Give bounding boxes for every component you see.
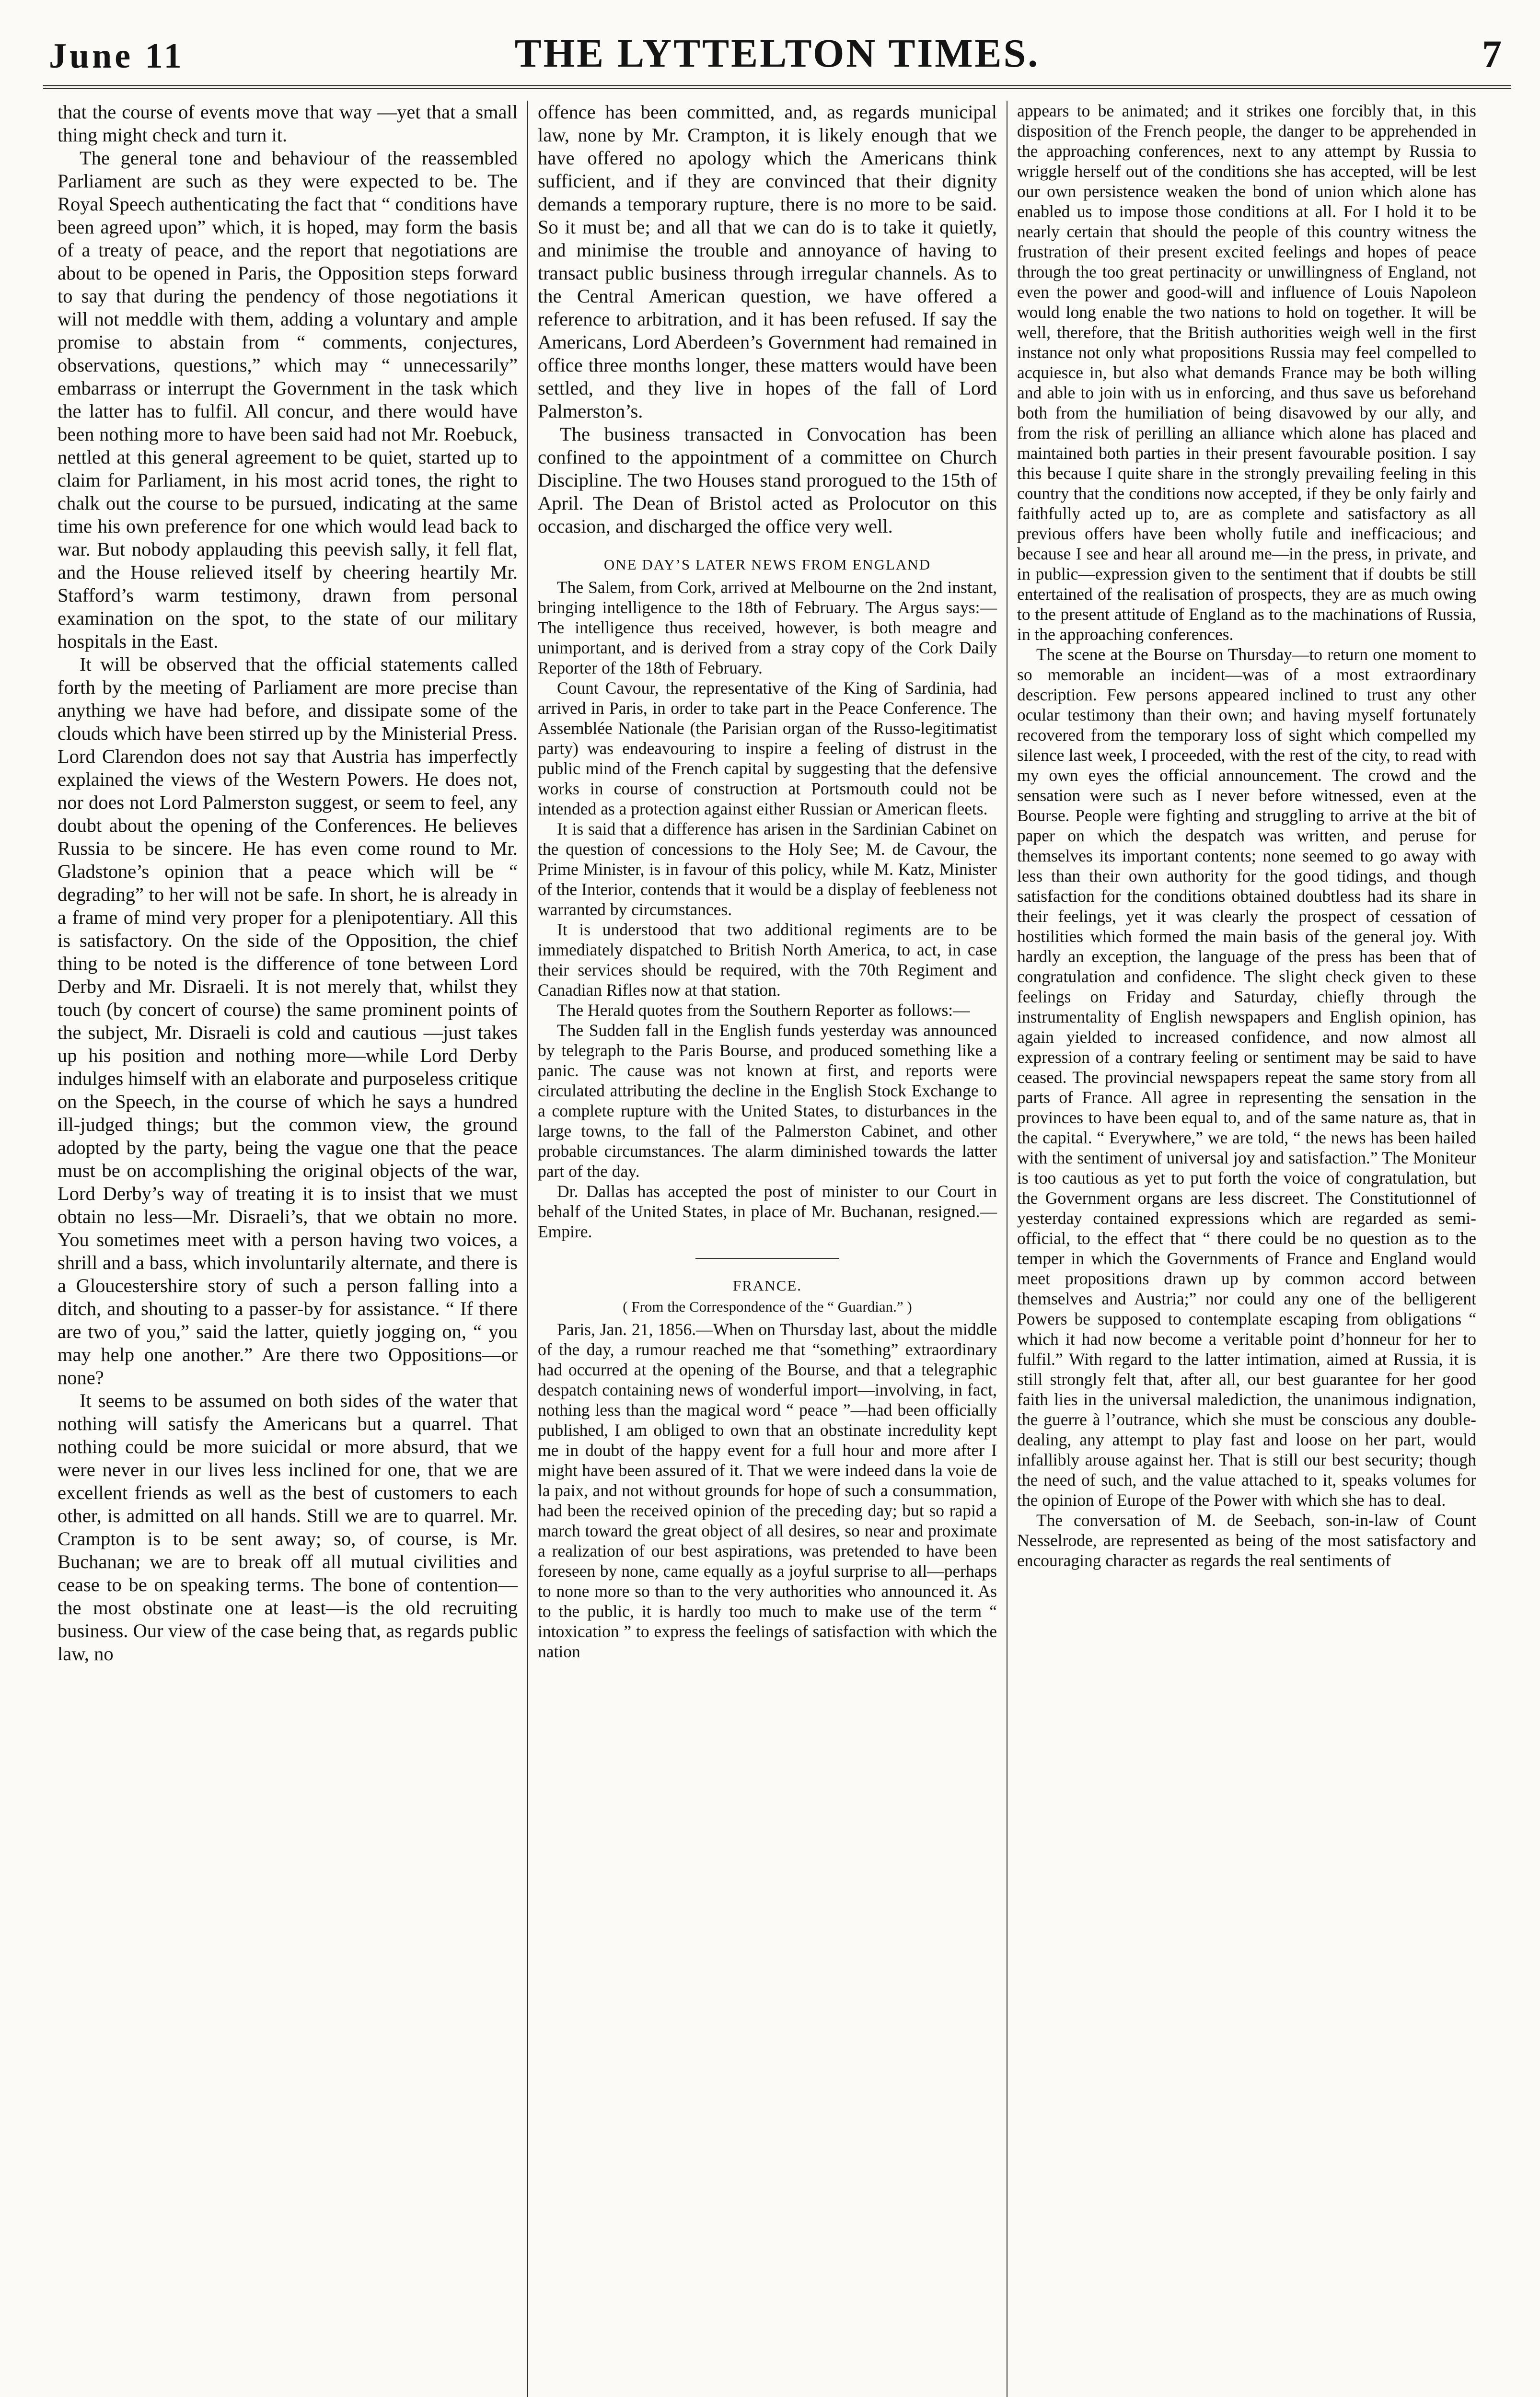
news-item-4: It is understood that two additional regiments are to be immediately dispatched to British North America, to act, in case their services should be required, with the 70th Regiment and Canadian Rifles now at that station. [538,920,997,1000]
newspaper-title: THE LYTTELTON TIMES. [514,31,1040,76]
news-item-1: The Salem, from Cork, arrived at Melbourne on the 2nd instant, bringing intelligence to the 18th of February. The Argus says:—The intelligence thus received, however, is both meagre and unimportant, and is derived from a stray copy of the Cork Daily Reporter of the 18th of February. [538,578,997,677]
masthead [43,28,1511,89]
column-3 [1007,101,1486,2397]
section-heading-later-news: ONE DAY’S LATER NEWS FROM ENGLAND [603,556,931,573]
page-number: 7 [1482,32,1502,76]
issue-date: June 11 [49,36,185,76]
col3-paragraph-2: The scene at the Bourse on Thursday—to return one moment to so memorable an incident—was of a most extraordinary description. Few persons appeared inclined to trust any other ocular testimony than their own; and having myself fortunately recovered from the temporary loss of sight which compelled my silence last week, I proceeded, with the rest of the city, to read with my own eyes the official announcement. The crowd and the sensation were such as I never before witnessed, even at the Bourse. People were fighting and struggling to arrive at the bit of paper on which the despatch was written, and peruse for themselves its important contents; none seemed to go away with less than their own authority for the good tidings, and though satisfaction for the conditions obtained doubtless had its share in their feelings, yet it was clearly the prospect of cessation of hostilities which formed the main basis of the general joy. With hardly an exception, the language of the press has been that of congratulation and confidence. The slight check given to these feelings on Friday and Saturday, chiefly through the instrumentality of English newspapers and English opinion, has again yielded to increased confidence, and now almost all expression of a contrary feeling or sentiment may be said to have ceased. The provincial newspapers repeat the same story from all parts of France. All agree in representing the sensation in the provinces to have been equal to, and of the same nature as, that in the capital. “ Everywhere,” we are told, “ the news has been hailed with the sentiment of universal joy and satisfaction.” The Moniteur is too cautious as yet to put forth the voice of congratulation, but the Government organs are less discreet. The Constitutionnel of yesterday contained expressions which are regarded as semi-official, to the effect that “ there could be no question as to the temper in which the Governments of France and England would meet propositions drawn up by common accord between themselves and Austria;” nor could any one of the belligerent Powers be supposed to contemplate escaping from obligations “ which it had now become a veritable point d’honneur for her to fulfil.” With regard to the latter intimation, aimed at Russia, it is still strongly felt that, after all, our best guarantee for her good faith lies in the universal malediction, the unanimous indignation, the guerre à l’outrance, which she must be conscious any double-dealing, any attempt to play fast and loose on her part, would infallibly arouse against her. That is still our best security; though the need of such, and the value attached to it, speaks volumes for the opinion of Europe of the Power with which she has to deal. [1017,645,1476,1510]
col1-paragraph-4: It seems to be assumed on both sides of the water that nothing will satisfy the Americans but a quarrel. That nothing could be more suicidal or more absurd, that we were never in our lives less inclined for one, that we are excellent friends as well as the best of customers to each other, is admitted on all hands. Still we are to quarrel. Mr. Crampton is to be sent away; so, of course, is Mr. Buchanan; we are to break off all mutual civilities and cease to be on speaking terms. The bone of contention—the most obstinate one at least—is the old recruiting business. Our view of the case being that, as regards public law, no [58,1390,518,1664]
col1-paragraph-3: It will be observed that the official statements called forth by the meeting of Parliament are more precise than anything we have had before, and dissipate some of the clouds which have been stirred up by the Ministerial Press. Lord Clarendon does not say that Austria has imperfectly explained the views of the Western Powers. He does not, nor does not Lord Palmerston suggest, or seem to feel, any doubt about the opening of the Conferences. He believes Russia to be sincere. He has even come round to Mr. Gladstone’s opinion that a peace which will be “ degrading” to her will not be safe. In short, he is already in a frame of mind very proper for a plenipotentiary. All this is satisfactory. On the side of the Opposition, the chief thing to be noted is the difference of tone between Lord Derby and Mr. Disraeli. It is not merely that, whilst they touch (by concert of course) the same prominent points of the subject, Mr. Disraeli is cold and cautious —just takes up his position and nothing more—while Lord Derby indulges himself with an elaborate and purposeless critique on the Speech, in the course of which he says a hundred ill-judged things; but the common view, the ground adopted by the party, being the vague one that the peace must be on accomplishing the original objects of the war, Lord Derby’s way of treating it is to insist that we must obtain no less—Mr. Disraeli’s, that we obtain no more. You sometimes meet with a person having two voices, a shrill and a bass, which involuntarily alternate, and there is a Gloucestershire story of such a person falling into a ditch, and shouting to a passer-by for assistance. “ If there are two of you,” said the latter, quietly jogging on, “ you may help one another.” Are there two Oppositions—or none? [58,653,518,1388]
column-2 [527,101,1007,2397]
column-1 [48,101,527,2397]
section-divider [695,1258,839,1259]
section-heading-france: FRANCE. [732,1277,802,1294]
news-item-6: The Sudden fall in the English funds yesterday was announced by telegraph to the Paris Bourse, and produced something like a panic. The cause was not known at first, and reports were circulated attributing the decline in the English Stock Exchange to a complete rupture with the United States, to disturbances in the large towns, to the fall of the Palmerston Cabinet, and other probable circumstances. The alarm diminished towards the latter part of the day. [538,1021,997,1181]
news-item-7: Dr. Dallas has accepted the post of minister to our Court in behalf of the United States, in place of Mr. Buchanan, resigned.—Empire. [538,1182,997,1241]
news-item-5: The Herald quotes from the Southern Reporter as follows:— [557,1001,970,1020]
col3-paragraph-1: appears to be animated; and it strikes one forcibly that, in this disposition of the French people, the danger to be apprehended in the approaching conferences, next to any attempt by Russia to wriggle herself out of the conditions she has accepted, will be lest our own persistence weaken the bond of union which alone has enabled us to impose those conditions at all. For I hold it to be nearly certain that should the people of this country witness the frustration of their present excited feelings and hopes of peace through the too great pertinacity or unwillingness of England, not even the power and good-will and influence of Louis Napoleon would long enable the two nations to hold on together. It will be well, therefore, that the British authorities weigh well in the first instance not only what propositions Russia may feel compelled to acquiesce in, but also what demands France may be both willing and able to join with us in enforcing, and thus save us beforehand both from the humiliation of being disavowed by our ally, and from the risk of perilling an alliance which alone has placed and maintained both parties in their present favourable position. I say this because I quite share in the strongly prevailing feeling in this country that the conditions now accepted, if they be only fairly and faithfully acted up to, are as complete and satisfactory as all previous offers have been wholly futile and inefficacious; and because I see and hear all around me—in the press, in private, and in public—expression given to the sentiment that if doubts be still entertained of the realisation of prospects, they are as much owing to the present attitude of England as to the machinations of Russia, in the approaching conferences. [1017,101,1476,644]
col2-paragraph-2: The business transacted in Convocation has been confined to the appointment of a committee on Church Discipline. The two Houses stand prorogued to the 15th of April. The Dean of Bristol acted as Prolocutor on this occasion, and discharged the office very well. [538,423,997,537]
col3-paragraph-3: The conversation of M. de Seebach, son-in-law of Count Nesselrode, are represented as being of the most satisfactory and encouraging character as regards the real sentiments of [1017,1511,1476,1570]
section-subheading-correspondence: ( From the Correspondence of the “ Guardian.” ) [623,1298,912,1315]
article-columns [48,101,1505,2397]
news-item-2: Count Cavour, the representative of the King of Sardinia, had arrived in Paris, in order to take part in the Peace Conference. The Assemblée Nationale (the Parisian organ of the Russo-legitimatist party) was endeavouring to inspire a feeling of distrust in the public mind of the French capital by suggesting that the defensive works in course of construction at Portsmouth could not be intended as a protection against either Russian or American fleets. [538,678,997,818]
col1-paragraph-2: The general tone and behaviour of the reassembled Parliament are such as they were expected to be. The Royal Speech authenticating the fact that “ conditions have been agreed upon” which, it is hoped, may form the basis of a treaty of peace, and the report that negotiations are about to be opened in Paris, the Opposition steps forward to say that during the pendency of those negotiations it will not meddle with them, adding a voluntary and ample promise to abstain from “ comments, conjectures, observations, questions,” which may “ unnecessarily” embarrass or interrupt the Government in the task which the latter has to fulfil. All concur, and there would have been nothing more to have been said had not Mr. Roebuck, nettled at this general agreement to be quiet, started up to claim for Parliament, in his most acrid tones, the right to chalk out the course to be pursued, indicating at the same time his own preference for one which would lead back to war. But nobody applauding this peevish sally, it fell flat, and the House relieved itself by cheering heartily Mr. Stafford’s warm testimony, drawn from personal examination on the spot, to the state of our military hospitals in the East. [58,147,518,652]
col1-paragraph-1: that the course of events move that way —yet that a small thing might check and turn it. [58,101,518,146]
news-item-3: It is said that a difference has arisen in the Sardinian Cabinet on the question of concessions to the Holy See; M. de Cavour, the Prime Minister, is in favour of this policy, while M. Katz, Minister of the Interior, contends that it would be a display of feebleness not warranted by circumstances. [538,819,997,919]
col2-paragraph-1: offence has been committed, and, as regards municipal law, none by Mr. Crampton, it is likely enough that we have offered no apology which the Americans think sufficient, and if they are convinced that their dignity demands a temporary rupture, there is no more to be said. So it must be; and all that we can do is to take it quietly, and minimise the trouble and annoyance of having to transact public business through irregular channels. As to the Central American question, we have offered a reference to arbitration, and it has been refused. If say the Americans, Lord Aberdeen’s Government had remained in office three months longer, these matters would have been settled, and they live in hopes of the fall of Lord Palmerston’s. [538,101,997,422]
france-paragraph-1: Paris, Jan. 21, 1856.—When on Thursday last, about the middle of the day, a rumour reached me that “something” extraordinary had occurred at the opening of the Bourse, and that a telegraphic despatch containing news of wonderful import—involving, in fact, nothing less than the magical word “ peace ”—had been officially published, I am obliged to own that an obstinate incredulity kept me in doubt of the happy event for a full hour and more after I might have been assured of it. That we were indeed dans la voie de la paix, and not without grounds for hope of such a consummation, had been the received opinion of the preceding day; but so rapid a march toward the great object of all desires, so near and proximate a realization of our best aspirations, was pretended to have been foreseen by none, came equally as a joyful surprise to all—perhaps to none more so than to the very authorities who announced it. As to the public, it is hardly too much to make use of the term “ intoxication ” to express the feelings of satisfaction with which the nation [538,1320,997,1661]
